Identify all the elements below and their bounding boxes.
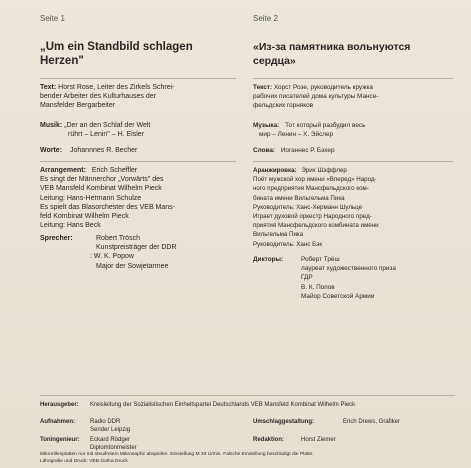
credit-music xyxy=(253,121,458,139)
text-label: Text: xyxy=(40,84,57,91)
editor-value: Horst Ziemer xyxy=(301,437,336,443)
title-line: сердца» xyxy=(253,55,296,67)
words-value: Johannnes R. Becher xyxy=(70,147,138,154)
sound-engineer-label: Toningenieur: xyxy=(40,437,80,443)
cover-design-value: Erich Drews, Grafiker xyxy=(343,419,401,425)
speaker-line: Robert Trösch xyxy=(96,235,140,242)
text-line: Mansfelder Bergarbeiter xyxy=(40,102,116,110)
recording-value xyxy=(90,418,130,434)
publisher-label: Herausgeber: xyxy=(40,402,79,408)
text-label: Текст: xyxy=(253,84,273,91)
sound-engineer-value xyxy=(90,436,137,452)
music-line: „Der an den Schlaf der Welt xyxy=(64,122,151,129)
speaker-line: лауреат художественного приза xyxy=(301,265,396,273)
arrangement-line: Вильгельма Пика xyxy=(253,231,304,239)
credit-arrangement xyxy=(40,166,245,230)
title-line: „Um ein Standbild schlagen xyxy=(40,41,193,53)
arrangement-label: Аранжировка: xyxy=(253,167,297,174)
arrangement-line: Es spielt das Blasorchester des VEB Mans- xyxy=(40,203,176,211)
arrangement-line: Поёт мужской хор имени «Вперед» Народ- xyxy=(253,176,377,184)
music-line: rührt – Lenin" – H. Eisler xyxy=(68,131,145,139)
arrangement-line: Leitung: Hans-Hermann Schulze xyxy=(40,194,142,202)
title-line: Herzen" xyxy=(40,55,84,67)
arrangement-value: Erich Scheffler xyxy=(91,167,138,174)
speaker-line: ГДР xyxy=(301,274,313,282)
recording-label: Aufnahmen: xyxy=(40,419,75,425)
credit-words xyxy=(253,146,458,155)
speaker-line: Майор Советской Армии xyxy=(301,292,375,300)
arrangement-value: Эрих Шэффлер xyxy=(301,167,347,174)
sound-engineer-line: Eckard Rödger xyxy=(90,437,131,443)
side-label: Seite 1 xyxy=(40,14,65,23)
title-line: «Из-за памятника вольнуются xyxy=(253,41,411,53)
divider xyxy=(40,78,236,79)
arrangement-line: Leitung: Hans Beck xyxy=(40,222,101,230)
arrangement-line: Играет духовой оркестр Народного пред- xyxy=(253,213,372,221)
arrangement-label: Arrangement: xyxy=(40,167,86,174)
sound-engineer-line: Diplomtonmeister xyxy=(90,445,137,451)
credit-text xyxy=(253,83,458,111)
words-label: Слова: xyxy=(253,147,276,154)
text-line: bender Arbeiter des Kulturhauses der xyxy=(40,93,156,101)
divider xyxy=(253,161,453,162)
arrangement-line: бината имени Вильгельма Пика xyxy=(253,194,345,202)
cover-design-label: Umschlaggestaltung: xyxy=(253,419,315,425)
fine-print-line: Lithografie und Druck: VEB Gotha Druck xyxy=(40,459,128,464)
footer-divider xyxy=(40,395,455,396)
speaker-line: : W. K. Popow xyxy=(90,253,134,261)
text-line: фельдских горняков xyxy=(253,102,314,110)
arrangement-line: приятия Мансфельдского комбината имени xyxy=(253,222,379,230)
recording-line: Sender Leipzig xyxy=(90,427,131,433)
speakers-label: Sprecher: xyxy=(40,235,73,242)
credit-music xyxy=(40,121,240,139)
music-line: мир – Ленин – Х. Эйслер xyxy=(259,131,334,139)
music-line: Тот который разбудил весь xyxy=(285,122,366,129)
divider xyxy=(253,78,453,79)
credit-speakers xyxy=(253,255,459,301)
music-label: Музыка: xyxy=(253,122,280,129)
song-title xyxy=(253,40,410,68)
arrangement-line: feld Kombinat Wilhelm Pieck xyxy=(40,213,129,221)
song-title xyxy=(40,40,193,68)
editor-label: Redaktion: xyxy=(253,437,285,443)
arrangement-line: Руководитель: Ханс-Херманн Шульце xyxy=(253,203,363,211)
credit-text xyxy=(40,83,240,111)
speaker-line: В. К. Попов xyxy=(301,283,335,291)
arrangement-line: Es singt der Männerchor „Vorwärts" des xyxy=(40,176,164,184)
credit-words xyxy=(40,146,240,155)
text-line: Horst Rose, Leiter des Zirkels Schrei- xyxy=(58,84,175,91)
words-label: Worte: xyxy=(40,147,63,154)
credit-speakers xyxy=(40,234,245,271)
divider xyxy=(40,161,236,162)
arrangement-line: ного предприятия Мансфельдского ком- xyxy=(253,185,369,193)
music-label: Musik: xyxy=(40,122,63,129)
publisher-value: Kreisleitung der Sozialistischen Einheitspartei Deutschlands VEB Mansfeld Kombinat Wilhelm Pieck xyxy=(90,402,356,408)
side-label: Seite 2 xyxy=(253,14,278,23)
speakers-label: Дикторы: xyxy=(253,256,284,263)
fine-print xyxy=(40,451,465,465)
text-line: рабочих писателей дома культуры Мансе- xyxy=(253,93,379,101)
arrangement-line: VEB Mansfeld Kombinat Wilhelm Pieck xyxy=(40,185,162,193)
speaker-line: Major der Sowjetarmee xyxy=(96,262,169,270)
words-value: Иоганнес Р. Бэхер xyxy=(280,147,335,154)
credit-arrangement xyxy=(253,166,459,249)
text-line: Хорст Розе, руководитель кружка xyxy=(273,84,373,91)
speaker-line: Роберт Трёш xyxy=(301,256,340,263)
recording-line: Radio DDR xyxy=(90,419,121,425)
fine-print-line: Mikrorillenplatten nur mit steuifreiem Mikrosaphir abspielen. Einstellung M 33 U/min. Falsche Einstellung beschädigt die Platte. xyxy=(40,452,314,457)
arrangement-line: Руководитель: Ханс Бэк xyxy=(253,240,323,248)
speaker-line: Kunstpreisträger der DDR xyxy=(96,244,177,252)
